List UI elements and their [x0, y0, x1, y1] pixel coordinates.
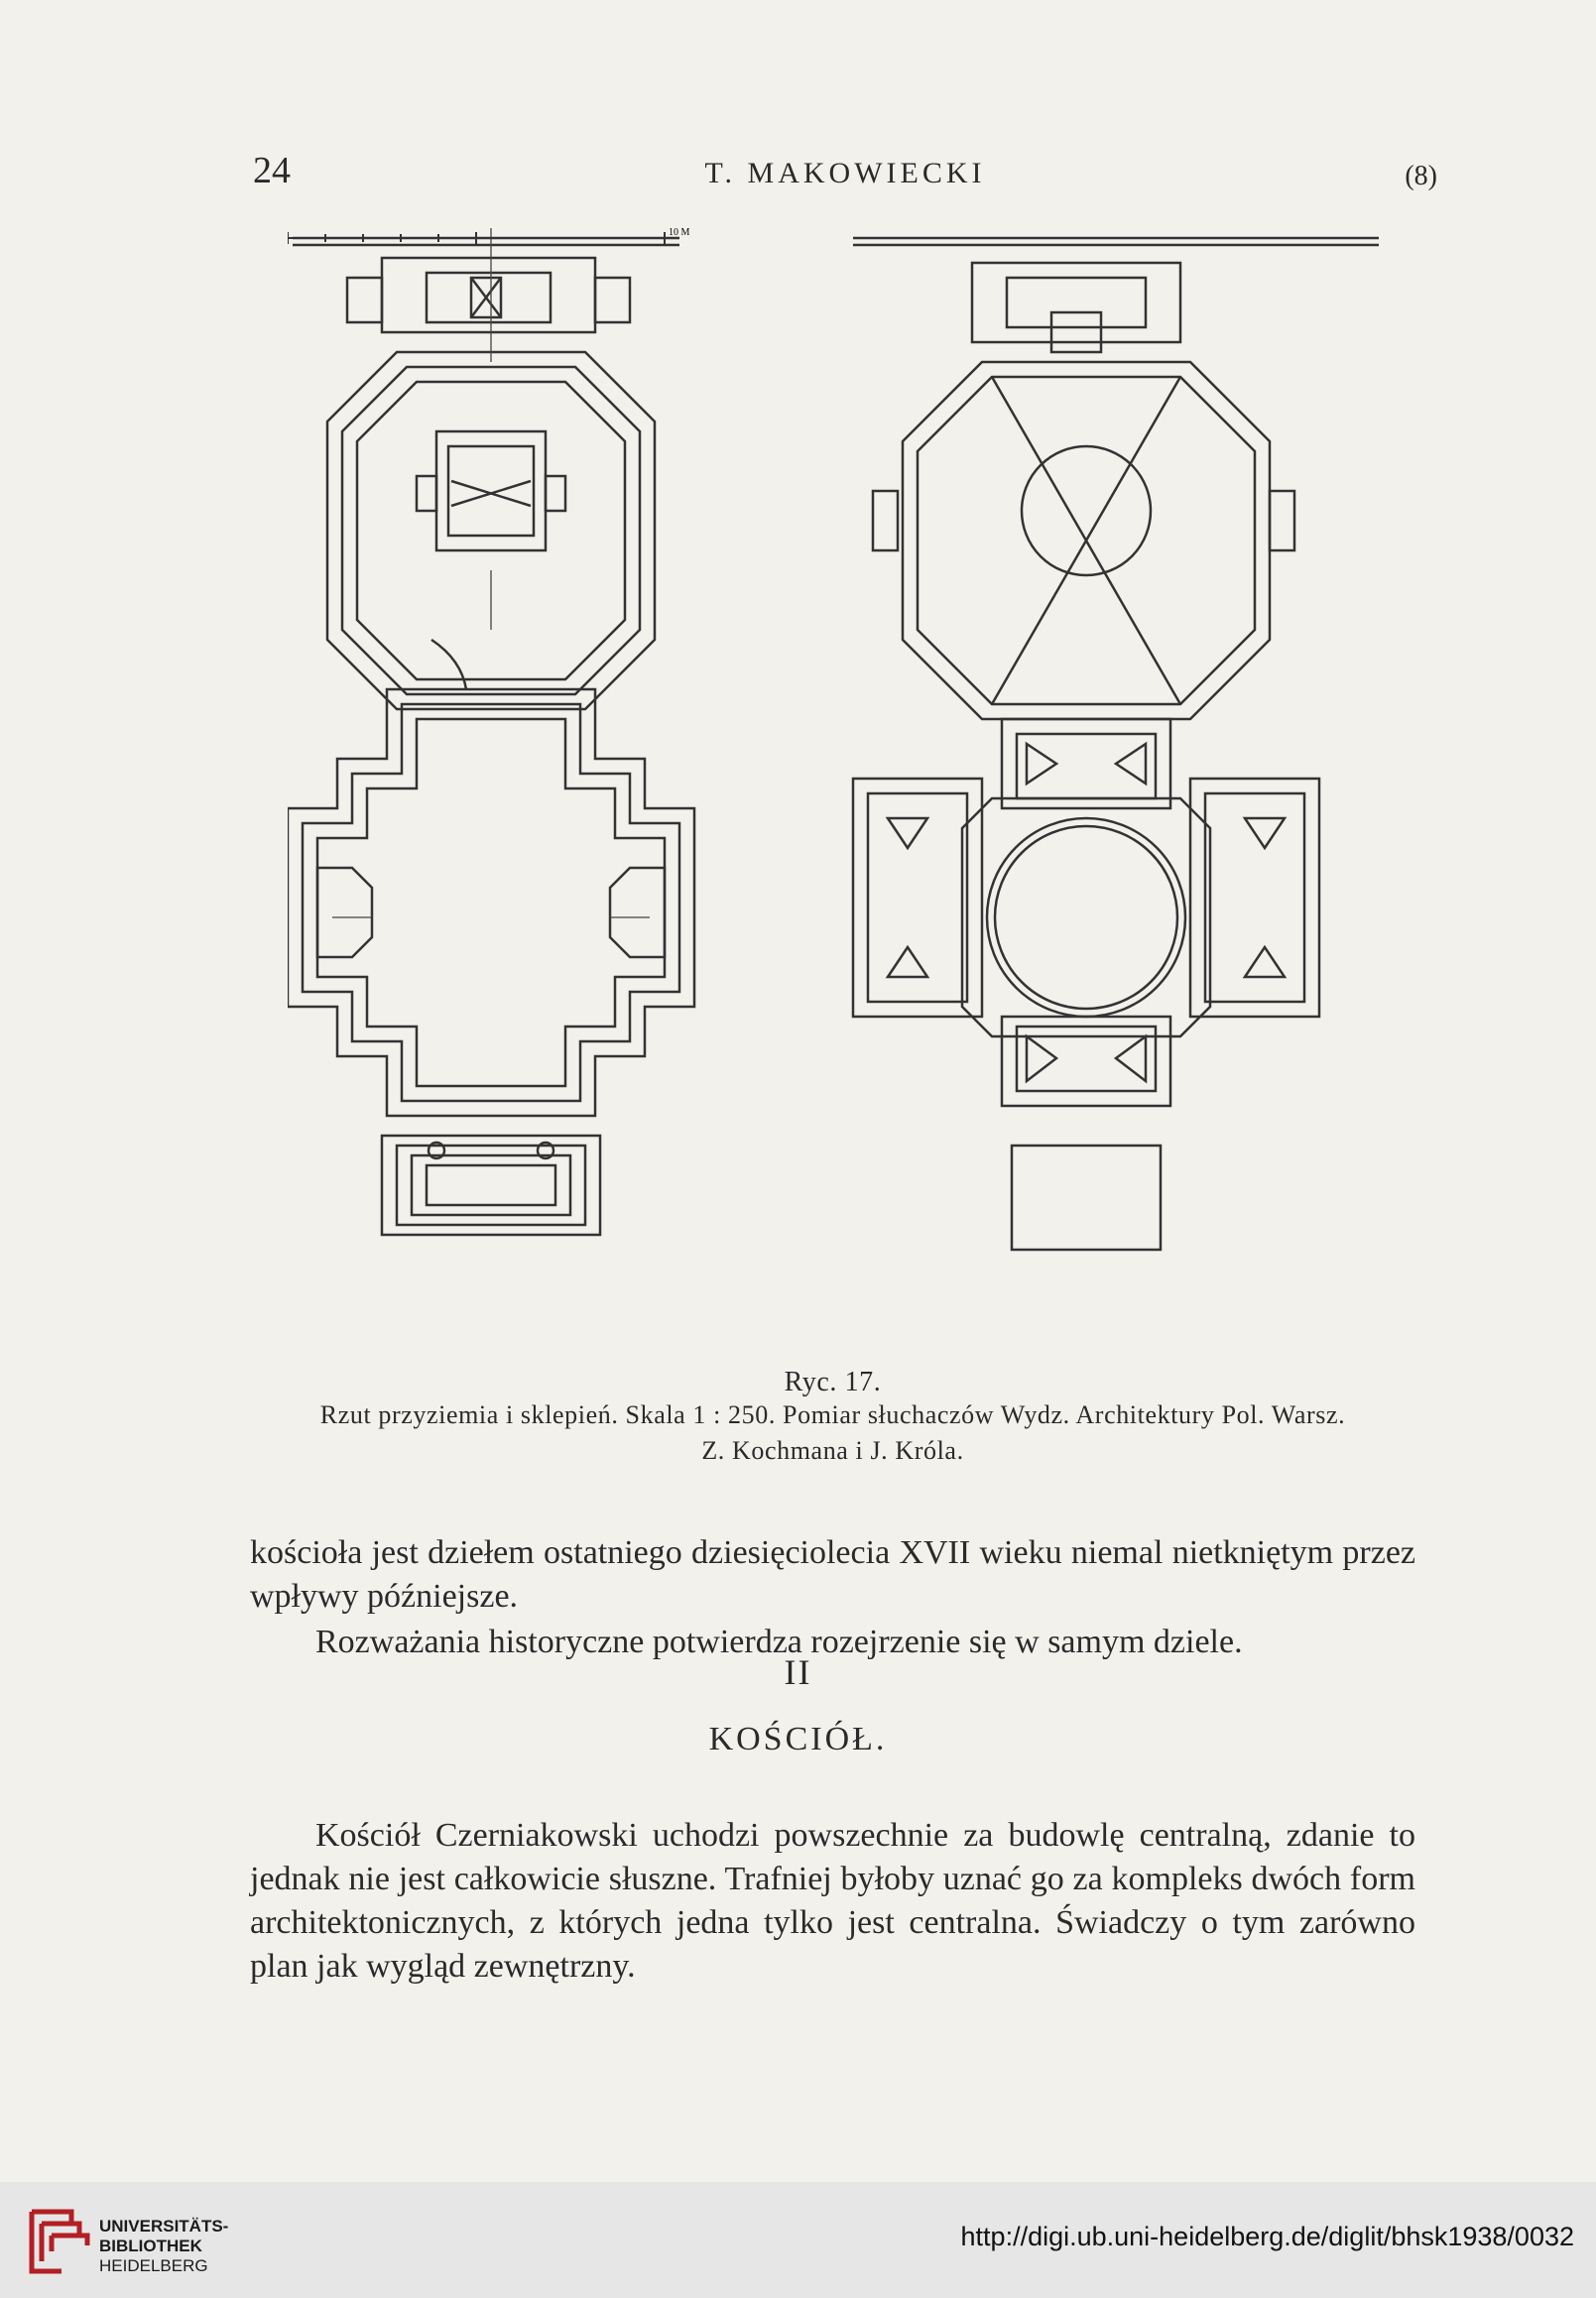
scale-unit: 10 M [669, 227, 690, 238]
section-title: KOŚCIÓŁ. [708, 1721, 888, 1757]
figure-caption: Rzut przyziemia i sklepień. Skala 1 : 250. Pomiar słuchaczów Wydz. Architektury Pol. Warsz. [319, 1400, 1346, 1429]
floor-plan-figure [288, 223, 1389, 1354]
ground-floor-plan [288, 223, 784, 1314]
page-number: 24 [253, 150, 291, 191]
library-name-line1: UNIVERSITÄTS- [99, 2217, 229, 2236]
figure-label: Ryc. 17. [784, 1367, 882, 1397]
source-url-link[interactable]: http://digi.ub.uni-heidelberg.de/diglit/bhsk1938/0032 [960, 2222, 1574, 2251]
section-number: II [784, 1652, 812, 1692]
library-name-line3: HEIDELBERG [99, 2256, 208, 2275]
library-name-line2: BIBLIOTHEK [99, 2237, 202, 2255]
vault-plan [843, 223, 1379, 1314]
paragraph-church: Kościół Czerniakowski uchodzi powszechnie za budowlę centralną, zdanie to jednak nie jest całkowicie słuszne. Trafniej byłoby uznać go za kompleks dwóch form architektonicznych, z których jedna tylko jest centralna. Świadczy o tym zarówno plan jak wygląd zewnętrzny. [250, 1817, 1415, 1985]
figure-caption-credits: Z. Kochmana i J. Króla. [701, 1436, 964, 1465]
scale-bar [288, 223, 704, 253]
library-name [99, 2217, 228, 2276]
section-reference: (8) [1405, 161, 1437, 191]
paragraph-continuation: kościoła jest dziełem ostatniego dziesięciolecia XVII wieku niemal nietkniętym przez wpływy późniejsze. [250, 1534, 1415, 1615]
running-header [253, 149, 1437, 198]
library-footer [0, 2182, 1596, 2298]
paragraph-historical: Rozważania historyczne potwierdza rozejrzenie się w samym dziele. [315, 1624, 1243, 1660]
running-title: T. MAKOWIECKI [704, 157, 986, 189]
library-logo-icon [22, 2202, 91, 2281]
